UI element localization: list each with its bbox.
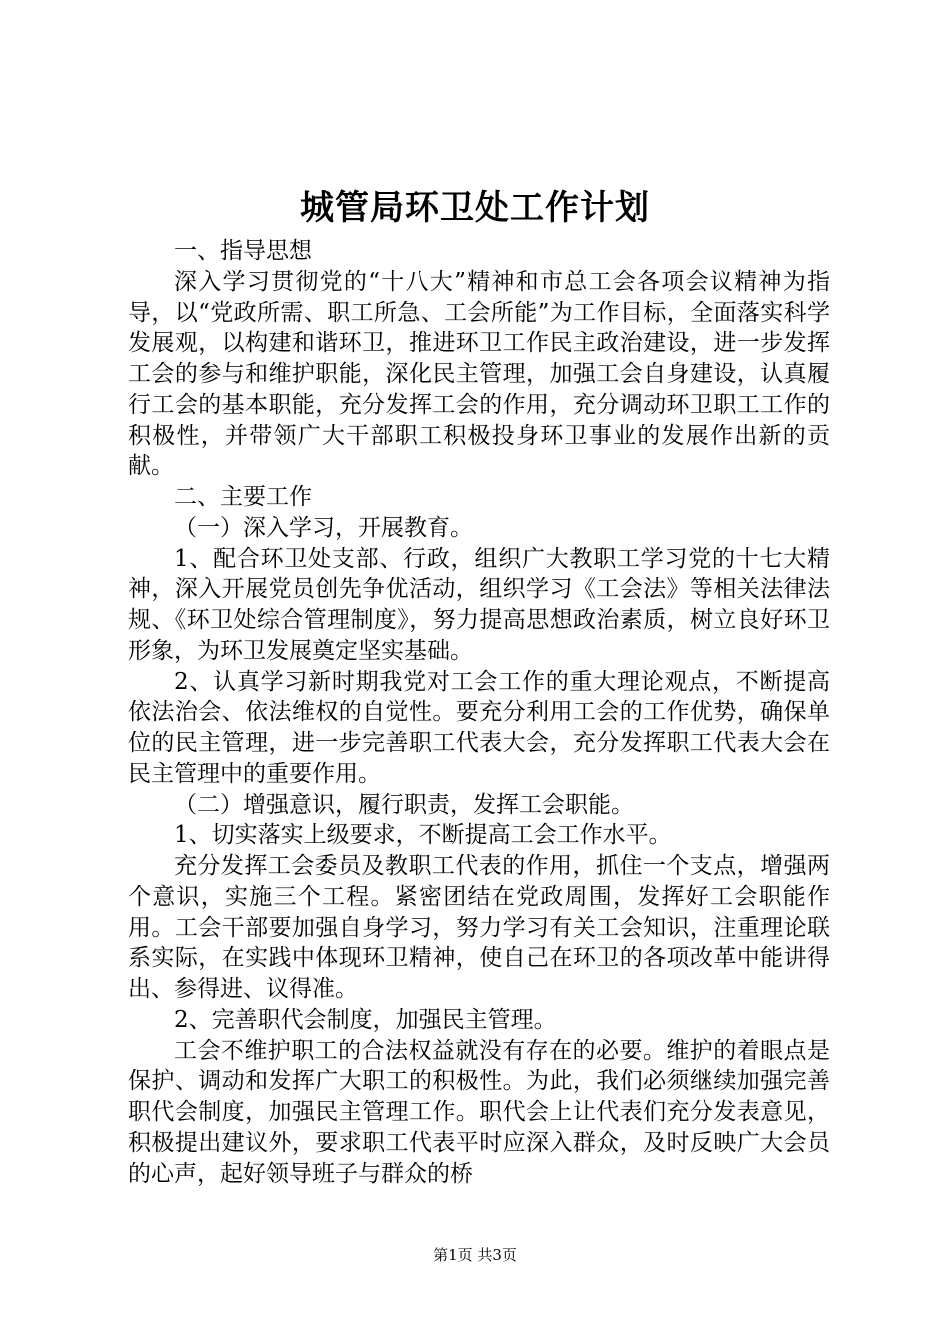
- paragraph-guiding-ideology: 深入学习贯彻党的“十八大”精神和市总工会各项会议精神为指导，以“党政所需、职工所急、工会所能”为工作目标，全面落实科学发展观，以构建和谐环卫，推进环卫工作民主政治建设，进一步发挥工会的参与和维护职能，深化民主管理，加强工会自身建设，认真履行工会的基本职能，充分发挥工会的作用，充分调动环卫职工工作的积极性，并带领广大干部职工积极投身环卫事业的发展作出新的贡献。: [128, 268, 830, 480]
- paragraph-item-1: 1、配合环卫处支部、行政，组织广大教职工学习党的十七大精神，深入开展党员创先争优活动，组织学习《工会法》等相关法律法规、《环卫处综合管理制度》，努力提高思想政治素质，树立良好环卫形象，为环卫发展奠定坚实基础。: [128, 545, 830, 664]
- document-body: [128, 236, 830, 1189]
- paragraph-item-2: 2、认真学习新时期我党对工会工作的重大理论观点，不断提高依法治会、依法维权的自觉性。要充分利用工会的工作优势，确保单位的民主管理，进一步完善职工代表大会，充分发挥职工代表大会在民主管理中的重要作用。: [128, 668, 830, 787]
- document-title: 城管局环卫处工作计划: [300, 188, 650, 228]
- page-number-footer: 第1页 共3页: [433, 1246, 517, 1264]
- item-heading-congress-system: 2、完善职代会制度，加强民主管理。: [174, 1006, 557, 1033]
- subheading-study-education: （一）深入学习，开展教育。: [174, 514, 473, 541]
- paragraph-union-committee-role: 充分发挥工会委员及教职工代表的作用，抓住一个支点，增强两个意识，实施三个工程。紧密团结在党政周围，发挥好工会职能作用。工会干部要加强自身学习，努力学习有关工会知识，注重理论联系实际，在实践中体现环卫精神，使自己在环卫的各项改革中能讲得出、参得进、议得准。: [128, 853, 830, 1002]
- section-heading-main-work: 二、主要工作: [174, 484, 312, 510]
- paragraph-rights-protection: 工会不维护职工的合法权益就没有存在的必要。维护的着眼点是保护、调动和发挥广大职工的积极性。为此，我们必须继续加强完善职代会制度，加强民主管理工作。职代会上让代表们充分发表意见，积极提出建议外，要求职工代表平时应深入群众，及时反映广大会员的心声，起好领导班子与群众的桥: [128, 1037, 830, 1187]
- item-heading-implement-requirements: 1、切实落实上级要求，不断提高工会工作水平。: [174, 822, 672, 849]
- section-heading-guiding-ideology: 一、指导思想: [174, 238, 312, 264]
- subheading-union-functions: （二）增强意识，履行职责，发挥工会职能。: [174, 791, 634, 818]
